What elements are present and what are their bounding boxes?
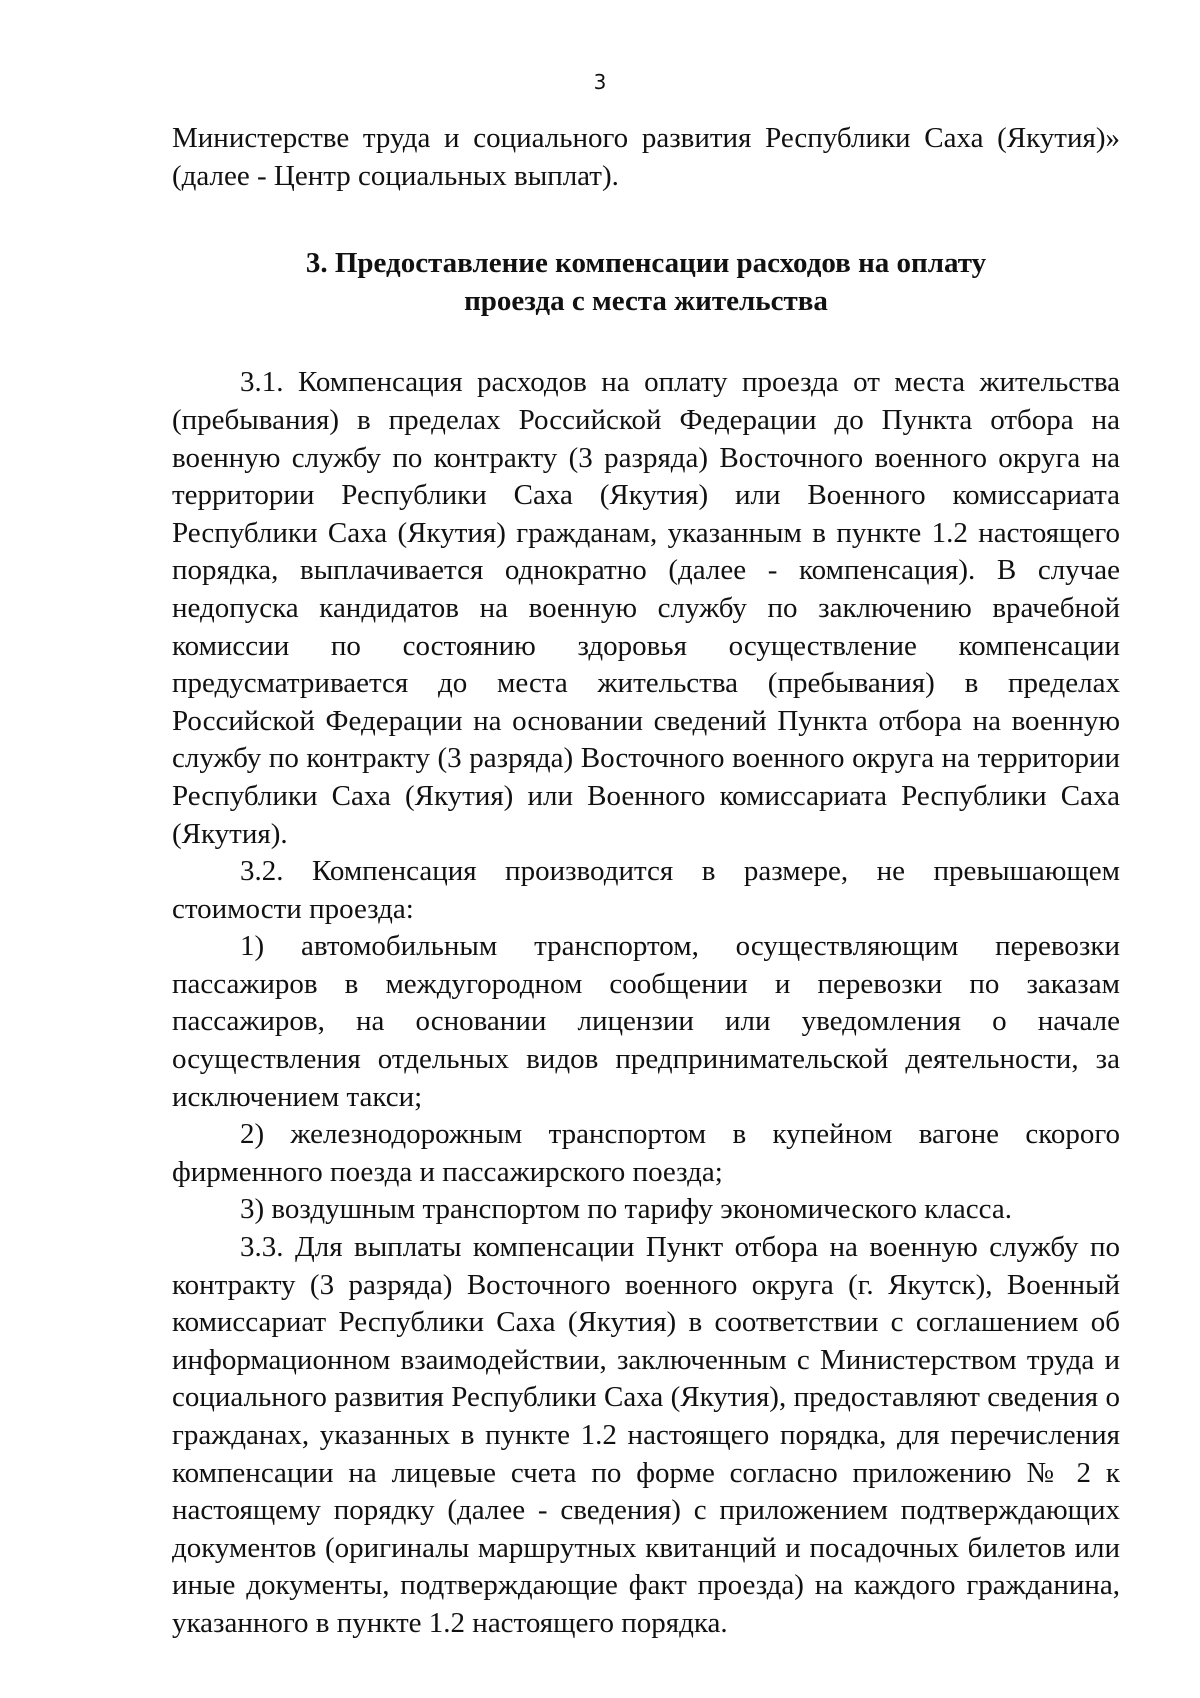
list-item-2: 2) железнодорожным транспортом в купейном вагоне скорого фирменного поезда и пассажирского поезда; [172, 1118, 1120, 1188]
paragraph-3-3: 3.3. Для выплаты компенсации Пункт отбора на военную службу по контракту (3 разряда) Восточного военного округа (г. Якутск), Военный комиссариат Республики Саха (Якутия) в соответствии с соглашением об информационном взаимодействии, заключенным с Министерством труда и социального развития Республики Саха (Якутия), предоставляют сведения о гражданах, указанных в пункте 1.2 настоящего порядка, для перечисления компенсации на лицевые счета по форме согласно приложению № 2 к настоящему порядку (далее - сведения) с приложением подтверждающих документов (оригиналы маршрутных квитанций и посадочных билетов или иные документы, подтверждающие факт проезда) на каждого гражданина, указанного в пункте 1.2 настоящего порядка. [172, 1231, 1120, 1639]
paragraph-3-1: 3.1. Компенсация расходов на оплату проезда от места жительства (пребывания) в пределах Российской Федерации до Пункта отбора на военную службу по контракту (3 разряда) Восточного военного округа на территории Республики Саха (Якутия) или Военного комиссариата Республики Саха (Якутия) гражданам, указанным в пункте 1.2 настоящего порядка, выплачивается однократно (далее - компенсация). В случае недопуска кандидатов на военную службу по заключению врачебной комиссии по состоянию здоровья осуществление компенсации предусматривается до места жительства (пребывания) в пределах Российской Федерации на основании сведений Пункта отбора на военную службу по контракту (3 разряда) Восточного военного округа на территории Республики Саха (Якутия) или Военного комиссариата Республики Саха (Якутия). [172, 366, 1120, 850]
intro-paragraph: Министерстве труда и социального развития Республики Саха (Якутия)» (далее - Центр социальных выплат). [172, 122, 1120, 192]
section-heading-line-2: проезда с места жительства [464, 284, 828, 317]
page-number: 3 [593, 70, 607, 94]
list-item-3: 3) воздушным транспортом по тарифу экономического класса. [240, 1193, 1012, 1226]
list-item-1: 1) автомобильным транспортом, осуществляющим перевозки пассажиров в междугородном сообщении и перевозки по заказам пассажиров, на основании лицензии или уведомления о начале осуществления отдельных видов предпринимательской деятельности, за исключением такси; [172, 930, 1120, 1113]
section-heading-line-1: 3. Предоставление компенсации расходов на оплату [305, 247, 987, 280]
paragraph-3-2: 3.2. Компенсация производится в размере, не превышающем стоимости проезда: [172, 855, 1120, 925]
document-body [172, 120, 1120, 1643]
section-heading [172, 195, 1120, 364]
